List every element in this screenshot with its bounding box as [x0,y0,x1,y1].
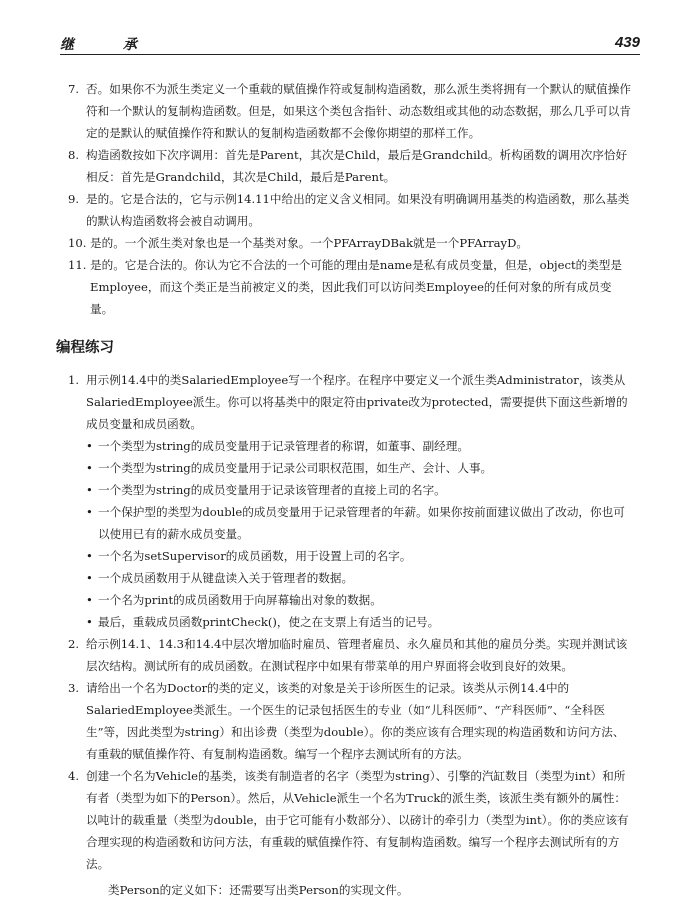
bullet-dot: • [86,439,93,453]
bullet-text: 一个名为setSupervisor的成员函数，用于设置上司的名字。 [98,549,412,563]
exercise-item [68,369,634,633]
exercise-number: 1. [68,373,80,387]
bullet-text: 一个名为print的成员函数用于向屏幕输出对象的数据。 [98,593,382,607]
answer-text: 是的。它是合法的。你认为它不合法的一个可能的理由是name是私有成员变量，但是，object的类型是Employee，而这个类正是当前被定义的类，因此我们可以访问类Employee的任何对象的所有成员变量。 [90,258,622,316]
exercise-item [68,677,634,765]
bullet-text: 一个类型为string的成员变量用于记录该管理者的直接上司的名字。 [98,483,446,497]
exercise-text: 请给出一个名为Doctor的类的定义，该类的对象是关于诊所医生的记录。该类从示例14.4中的SalariedEmployee类派生。一个医生的记录包括医生的专业（如“儿科医师”、“产科医师”、“全科医生”等，因此类型为string）和出诊费（类型为double）。你的类应该有合理实现的构造函数和访问方法、有重载的赋值操作符、有复制构造函数。编写一个程序去测试所有的方法。 [86,681,625,761]
exercise-number: 3. [68,681,80,695]
answer-text: 否。如果你不为派生类定义一个重载的赋值操作符或复制构造函数，那么派生类将拥有一个默认的赋值操作符和一个默认的复制构造函数。但是，如果这个类包含指针、动态数组或其他的动态数据，那么几乎可以肯定的是默认的赋值操作符和默认的复制构造函数都不会像你期望的那样工作。 [86,82,631,140]
page-content [56,78,634,901]
answer-number: 7. [68,82,80,96]
exercise-item [68,765,634,875]
bullet-dot: • [86,483,93,497]
bullet-dot: • [86,549,93,563]
answer-item [68,188,634,232]
bullet-dot: • [86,615,93,629]
bullet-dot: • [86,571,93,585]
page-header [60,32,640,55]
answer-item [68,144,634,188]
bullet-item [86,545,634,567]
bullet-text: 一个成员函数用于从键盘读入关于管理者的数据。 [98,571,354,585]
bullet-item [86,611,634,633]
bullet-dot: • [86,461,93,475]
bullet-text: 一个类型为string的成员变量用于记录管理者的称谓，如董事、副经理。 [98,439,469,453]
chapter-title: 继 承 [60,37,159,53]
answer-text: 构造函数按如下次序调用：首先是Parent，其次是Child，最后是Grandchild。析构函数的调用次序恰好相反：首先是Grandchild，其次是Child，最后是Parent。 [86,148,628,184]
bullet-item [86,435,634,457]
bullet-dot: • [86,505,93,519]
page-number: 439 [614,34,640,51]
exercise-text: 给示例14.1、14.3和14.4中层次增加临时雇员、管理者雇员、永久雇员和其他的雇员分类。实现并测试该层次结构。测试所有的成员函数。在测试程序中如果有带菜单的用户界面将会收到良好的效果。 [86,637,628,673]
bullet-text: 一个保护型的类型为double的成员变量用于记录管理者的年薪。如果你按前面建议做出了改动，你也可以使用已有的薪水成员变量。 [98,505,625,541]
answer-number: 9. [68,192,80,206]
bullet-item [86,589,634,611]
answer-number: 11. [68,258,87,272]
bullet-dot: • [86,593,93,607]
answer-number: 10. [68,236,87,250]
answer-item [68,232,634,254]
answer-text: 是的。它是合法的，它与示例14.11中给出的定义含义相同。如果没有明确调用基类的构造函数，那么基类的默认构造函数将会被自动调用。 [86,192,630,228]
answer-text: 是的。一个派生类对象也是一个基类对象。一个PFArrayDBak就是一个PFArrayD。 [90,236,528,250]
exercise-number: 2. [68,637,80,651]
bullet-item [86,479,634,501]
exercise-number: 4. [68,769,80,783]
bullet-item [86,567,634,589]
bullet-text: 一个类型为string的成员变量用于记录公司职权范围，如生产、会计、人事。 [98,461,493,475]
answer-number: 8. [68,148,80,162]
bullet-item [86,501,634,545]
exercise-text: 用示例14.4中的类SalariedEmployee写一个程序。在程序中要定义一个派生类Administrator，该类从SalariedEmployee派生。你可以将基类中的限定符由private改为protected，需要提供下面这些新增的成员变量和成员函数。 [86,373,628,431]
answer-item [68,78,634,144]
section-heading: 编程练习 [56,340,114,356]
bullet-item [86,457,634,479]
exercise-text: 创建一个名为Vehicle的基类，该类有制造者的名字（类型为string）、引擎的汽缸数目（类型为int）和所有者（类型为如下的Person）。然后，从Vehicle派生一个名为Truck的派生类，该派生类有额外的属性：以吨计的载重量（类型为double，由于它可能有小数部分）、以磅计的牵引力（类型为int）。你的类应该有合理实现的构造函数和访问方法，有重载的赋值操作符、有复制构造函数。编写一个程序去测试所有的方法。 [86,769,629,871]
answers-list [68,78,634,320]
exercise-item [68,633,634,677]
answer-item [68,254,634,320]
closing-paragraph: 类Person的定义如下：还需要写出类Person的实现文件。 [108,883,409,897]
bullet-text: 最后，重载成员函数printCheck()，使之在支票上有适当的记号。 [98,615,440,629]
exercise-bullet-list [86,435,634,633]
exercises-list [68,369,634,875]
